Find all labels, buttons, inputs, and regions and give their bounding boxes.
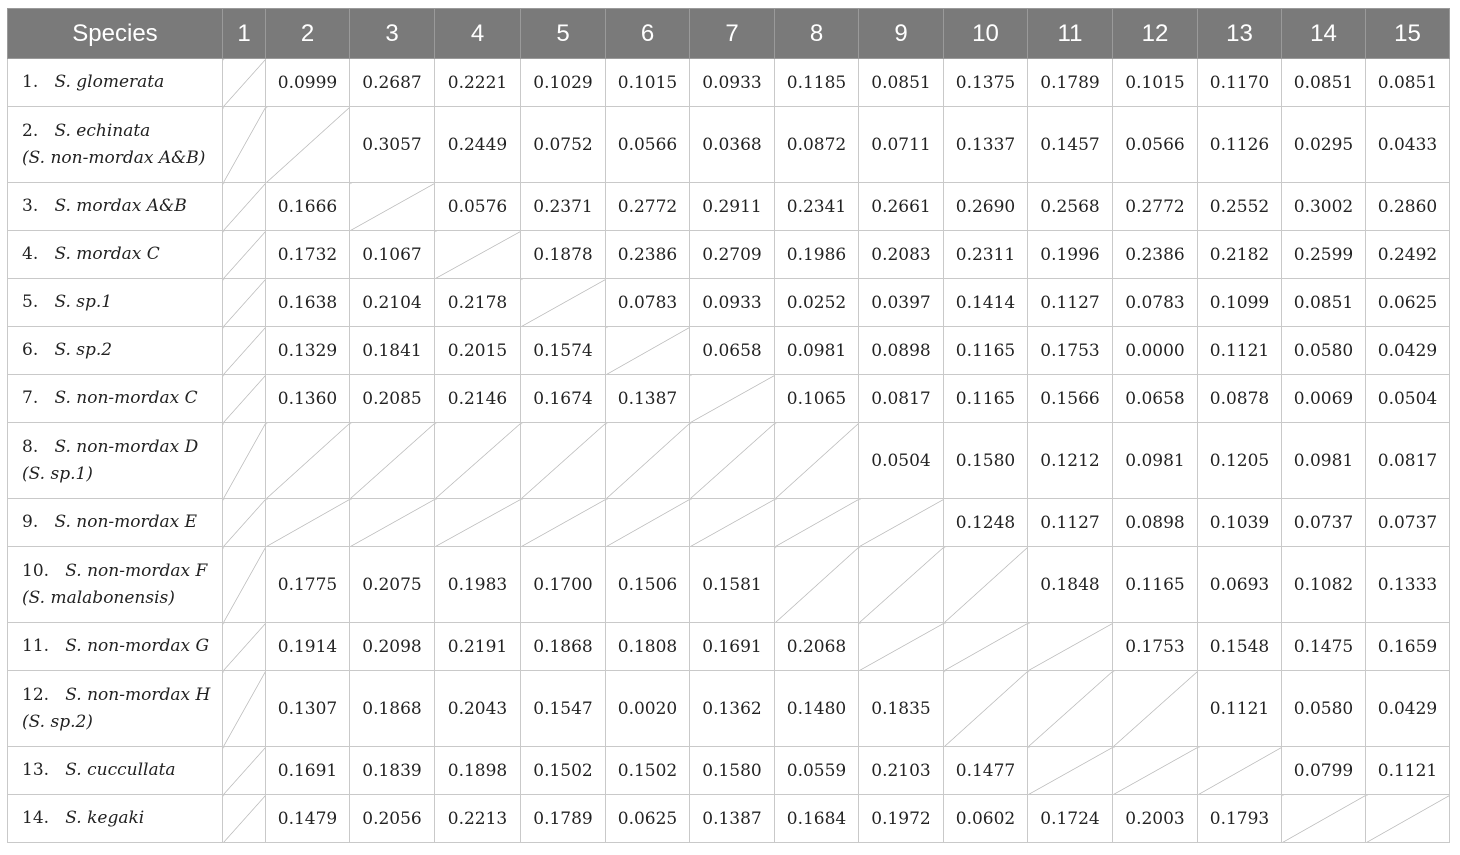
table-row: [8, 375, 1450, 423]
empty-diagonal-cell: [1113, 671, 1198, 747]
table-row: [8, 231, 1450, 279]
value-cell: 0.0878: [1198, 375, 1282, 423]
value-cell: 0.1067: [350, 231, 435, 279]
header-cell: 12: [1113, 9, 1198, 59]
value-cell: 0.1362: [690, 671, 775, 747]
value-cell: 0.2341: [775, 183, 859, 231]
empty-diagonal-cell: [223, 795, 266, 843]
value-cell: 0.1307: [266, 671, 350, 747]
header-cell: 7: [690, 9, 775, 59]
value-cell: 0.1121: [1198, 671, 1282, 747]
empty-diagonal-cell: [266, 499, 350, 547]
empty-diagonal-cell: [350, 183, 435, 231]
value-cell: 0.1457: [1028, 107, 1113, 183]
empty-diagonal-cell: [223, 623, 266, 671]
value-cell: 0.1914: [266, 623, 350, 671]
species-synonym: (S. sp.2): [22, 711, 93, 732]
value-cell: 0.2098: [350, 623, 435, 671]
value-cell: 0.2860: [1366, 183, 1450, 231]
species-cell: [8, 499, 223, 547]
empty-diagonal-cell: [606, 327, 690, 375]
empty-diagonal-cell: [350, 423, 435, 499]
value-cell: 0.1029: [521, 59, 606, 107]
value-cell: 0.0693: [1198, 547, 1282, 623]
value-cell: 0.0898: [859, 327, 944, 375]
species-cell: [8, 623, 223, 671]
empty-diagonal-cell: [223, 747, 266, 795]
value-cell: 0.1127: [1028, 499, 1113, 547]
species-number: 14.: [22, 808, 50, 828]
table-row: [8, 183, 1450, 231]
empty-diagonal-cell: [1282, 795, 1366, 843]
value-cell: 0.1099: [1198, 279, 1282, 327]
value-cell: 0.0783: [1113, 279, 1198, 327]
empty-diagonal-cell: [859, 499, 944, 547]
value-cell: 0.1414: [944, 279, 1028, 327]
value-cell: 0.2015: [435, 327, 521, 375]
empty-diagonal-cell: [690, 499, 775, 547]
species-name: S. mordax A&B: [54, 196, 187, 216]
table-row: [8, 795, 1450, 843]
species-number: 11.: [22, 636, 50, 656]
value-cell: 0.0658: [1113, 375, 1198, 423]
value-cell: 0.0433: [1366, 107, 1450, 183]
value-cell: 0.0872: [775, 107, 859, 183]
species-cell: [8, 423, 223, 499]
value-cell: 0.1479: [266, 795, 350, 843]
value-cell: 0.0559: [775, 747, 859, 795]
value-cell: 0.0429: [1366, 671, 1450, 747]
species-cell: [8, 59, 223, 107]
header-cell: 1: [223, 9, 266, 59]
empty-diagonal-cell: [606, 423, 690, 499]
species-name: S. non-mordax E: [54, 512, 198, 532]
empty-diagonal-cell: [606, 499, 690, 547]
empty-diagonal-cell: [1366, 795, 1450, 843]
species-cell: [8, 279, 223, 327]
header-cell: 13: [1198, 9, 1282, 59]
distance-matrix-table: [7, 8, 1450, 843]
value-cell: 0.0000: [1113, 327, 1198, 375]
value-cell: 0.0625: [1366, 279, 1450, 327]
value-cell: 0.2104: [350, 279, 435, 327]
species-number: 12.: [22, 684, 50, 705]
species-synonym: (S. sp.1): [22, 463, 93, 484]
species-number: 6.: [22, 340, 39, 360]
value-cell: 0.1165: [1113, 547, 1198, 623]
value-cell: 0.1581: [690, 547, 775, 623]
value-cell: 0.1502: [521, 747, 606, 795]
value-cell: 0.1387: [690, 795, 775, 843]
species-name: S. sp.2: [54, 340, 113, 360]
value-cell: 0.2492: [1366, 231, 1450, 279]
value-cell: 0.1753: [1113, 623, 1198, 671]
header-cell: 3: [350, 9, 435, 59]
species-cell: [8, 231, 223, 279]
species-cell: [8, 795, 223, 843]
value-cell: 0.1996: [1028, 231, 1113, 279]
empty-diagonal-cell: [350, 499, 435, 547]
value-cell: 0.1986: [775, 231, 859, 279]
value-cell: 0.1868: [350, 671, 435, 747]
table-row: [8, 59, 1450, 107]
value-cell: 0.2552: [1198, 183, 1282, 231]
value-cell: 0.0817: [1366, 423, 1450, 499]
value-cell: 0.1548: [1198, 623, 1282, 671]
value-cell: 0.0851: [859, 59, 944, 107]
value-cell: 0.1808: [606, 623, 690, 671]
empty-diagonal-cell: [775, 499, 859, 547]
value-cell: 0.1015: [1113, 59, 1198, 107]
value-cell: 0.2449: [435, 107, 521, 183]
species-number: 8.: [22, 436, 39, 457]
empty-diagonal-cell: [690, 375, 775, 423]
species-cell: [8, 747, 223, 795]
value-cell: 0.1580: [690, 747, 775, 795]
value-cell: 0.2103: [859, 747, 944, 795]
value-cell: 0.2687: [350, 59, 435, 107]
empty-diagonal-cell: [266, 423, 350, 499]
value-cell: 0.3057: [350, 107, 435, 183]
value-cell: 0.1121: [1198, 327, 1282, 375]
empty-diagonal-cell: [521, 499, 606, 547]
empty-diagonal-cell: [223, 327, 266, 375]
value-cell: 0.1574: [521, 327, 606, 375]
value-cell: 0.0933: [690, 59, 775, 107]
empty-diagonal-cell: [223, 231, 266, 279]
species-number: 9.: [22, 512, 39, 532]
species-name: S. glomerata: [54, 72, 165, 92]
value-cell: 0.1205: [1198, 423, 1282, 499]
species-name: S. mordax C: [54, 244, 160, 264]
value-cell: 0.0799: [1282, 747, 1366, 795]
species-name: S. non-mordax F: [65, 560, 208, 581]
value-cell: 0.2213: [435, 795, 521, 843]
value-cell: 0.1212: [1028, 423, 1113, 499]
value-cell: 0.2772: [606, 183, 690, 231]
value-cell: 0.1659: [1366, 623, 1450, 671]
table-row: [8, 107, 1450, 183]
value-cell: 0.0817: [859, 375, 944, 423]
header-cell: 15: [1366, 9, 1450, 59]
value-cell: 0.2146: [435, 375, 521, 423]
header-row: [8, 9, 1450, 59]
header-cell: 6: [606, 9, 690, 59]
value-cell: 0.2911: [690, 183, 775, 231]
species-cell: [8, 671, 223, 747]
value-cell: 0.1638: [266, 279, 350, 327]
species-number: 3.: [22, 196, 39, 216]
empty-diagonal-cell: [1028, 671, 1113, 747]
species-name: S. cuccullata: [65, 760, 176, 780]
species-name: S. kegaki: [65, 808, 145, 828]
empty-diagonal-cell: [435, 231, 521, 279]
value-cell: 0.1691: [266, 747, 350, 795]
value-cell: 0.1789: [521, 795, 606, 843]
value-cell: 0.1983: [435, 547, 521, 623]
value-cell: 0.1475: [1282, 623, 1366, 671]
species-name: S. non-mordax C: [54, 388, 198, 408]
value-cell: 0.2191: [435, 623, 521, 671]
species-cell: [8, 107, 223, 183]
empty-diagonal-cell: [223, 499, 266, 547]
value-cell: 0.2386: [606, 231, 690, 279]
species-number: 7.: [22, 388, 39, 408]
value-cell: 0.0752: [521, 107, 606, 183]
value-cell: 0.0580: [1282, 327, 1366, 375]
header-cell: 2: [266, 9, 350, 59]
value-cell: 0.0397: [859, 279, 944, 327]
value-cell: 0.2056: [350, 795, 435, 843]
value-cell: 0.1898: [435, 747, 521, 795]
value-cell: 0.0658: [690, 327, 775, 375]
value-cell: 0.1082: [1282, 547, 1366, 623]
value-cell: 0.1841: [350, 327, 435, 375]
empty-diagonal-cell: [944, 623, 1028, 671]
species-cell: [8, 375, 223, 423]
empty-diagonal-cell: [266, 107, 350, 183]
empty-diagonal-cell: [944, 671, 1028, 747]
value-cell: 0.0566: [1113, 107, 1198, 183]
empty-diagonal-cell: [521, 423, 606, 499]
value-cell: 0.1375: [944, 59, 1028, 107]
table-body: [8, 59, 1450, 843]
species-synonym: (S. non-mordax A&B): [22, 147, 206, 168]
header-cell: 9: [859, 9, 944, 59]
value-cell: 0.0429: [1366, 327, 1450, 375]
empty-diagonal-cell: [223, 279, 266, 327]
value-cell: 0.0999: [266, 59, 350, 107]
value-cell: 0.1835: [859, 671, 944, 747]
value-cell: 0.1753: [1028, 327, 1113, 375]
empty-diagonal-cell: [223, 59, 266, 107]
value-cell: 0.0625: [606, 795, 690, 843]
table-row: [8, 747, 1450, 795]
species-cell: [8, 327, 223, 375]
value-cell: 0.1165: [944, 327, 1028, 375]
species-name: S. non-mordax G: [65, 636, 210, 656]
value-cell: 0.2661: [859, 183, 944, 231]
species-name: S. echinata: [54, 120, 151, 141]
species-number: 1.: [22, 72, 39, 92]
empty-diagonal-cell: [223, 671, 266, 747]
value-cell: 0.1691: [690, 623, 775, 671]
value-cell: 0.1248: [944, 499, 1028, 547]
value-cell: 0.0737: [1366, 499, 1450, 547]
value-cell: 0.1972: [859, 795, 944, 843]
value-cell: 0.1126: [1198, 107, 1282, 183]
value-cell: 0.1878: [521, 231, 606, 279]
value-cell: 0.1732: [266, 231, 350, 279]
value-cell: 0.1775: [266, 547, 350, 623]
value-cell: 0.0737: [1282, 499, 1366, 547]
value-cell: 0.1839: [350, 747, 435, 795]
value-cell: 0.0981: [1282, 423, 1366, 499]
species-number: 5.: [22, 292, 39, 312]
value-cell: 0.0851: [1282, 59, 1366, 107]
value-cell: 0.1684: [775, 795, 859, 843]
value-cell: 0.1666: [266, 183, 350, 231]
table-row: [8, 423, 1450, 499]
empty-diagonal-cell: [223, 547, 266, 623]
value-cell: 0.2568: [1028, 183, 1113, 231]
empty-diagonal-cell: [859, 623, 944, 671]
value-cell: 0.0711: [859, 107, 944, 183]
value-cell: 0.1700: [521, 547, 606, 623]
value-cell: 0.1165: [944, 375, 1028, 423]
value-cell: 0.1333: [1366, 547, 1450, 623]
value-cell: 0.2386: [1113, 231, 1198, 279]
value-cell: 0.1185: [775, 59, 859, 107]
empty-diagonal-cell: [435, 423, 521, 499]
value-cell: 0.0566: [606, 107, 690, 183]
value-cell: 0.1868: [521, 623, 606, 671]
empty-diagonal-cell: [1028, 747, 1113, 795]
value-cell: 0.1121: [1366, 747, 1450, 795]
value-cell: 0.2599: [1282, 231, 1366, 279]
header-cell: 14: [1282, 9, 1366, 59]
value-cell: 0.1848: [1028, 547, 1113, 623]
header-cell: 8: [775, 9, 859, 59]
species-name: S. sp.1: [54, 292, 113, 312]
table-header: [8, 9, 1450, 59]
value-cell: 0.0252: [775, 279, 859, 327]
value-cell: 0.2083: [859, 231, 944, 279]
value-cell: 0.1793: [1198, 795, 1282, 843]
value-cell: 0.1674: [521, 375, 606, 423]
value-cell: 0.0020: [606, 671, 690, 747]
value-cell: 0.1065: [775, 375, 859, 423]
value-cell: 0.0069: [1282, 375, 1366, 423]
value-cell: 0.1480: [775, 671, 859, 747]
table-row: [8, 547, 1450, 623]
value-cell: 0.1547: [521, 671, 606, 747]
header-cell: 10: [944, 9, 1028, 59]
value-cell: 0.1580: [944, 423, 1028, 499]
species-cell: [8, 183, 223, 231]
value-cell: 0.1127: [1028, 279, 1113, 327]
empty-diagonal-cell: [1113, 747, 1198, 795]
empty-diagonal-cell: [223, 183, 266, 231]
header-cell: 5: [521, 9, 606, 59]
empty-diagonal-cell: [944, 547, 1028, 623]
table-row: [8, 327, 1450, 375]
empty-diagonal-cell: [521, 279, 606, 327]
species-name: S. non-mordax D: [54, 436, 199, 457]
value-cell: 0.1337: [944, 107, 1028, 183]
value-cell: 0.2003: [1113, 795, 1198, 843]
species-synonym: (S. malabonensis): [22, 587, 175, 608]
value-cell: 0.1506: [606, 547, 690, 623]
value-cell: 0.1015: [606, 59, 690, 107]
empty-diagonal-cell: [223, 107, 266, 183]
value-cell: 0.1789: [1028, 59, 1113, 107]
value-cell: 0.3002: [1282, 183, 1366, 231]
value-cell: 0.0602: [944, 795, 1028, 843]
value-cell: 0.0851: [1366, 59, 1450, 107]
value-cell: 0.0504: [859, 423, 944, 499]
value-cell: 0.2043: [435, 671, 521, 747]
empty-diagonal-cell: [859, 547, 944, 623]
header-cell: Species: [8, 9, 223, 59]
empty-diagonal-cell: [775, 547, 859, 623]
value-cell: 0.0933: [690, 279, 775, 327]
empty-diagonal-cell: [223, 423, 266, 499]
header-cell: 4: [435, 9, 521, 59]
value-cell: 0.1039: [1198, 499, 1282, 547]
value-cell: 0.0504: [1366, 375, 1450, 423]
value-cell: 0.2371: [521, 183, 606, 231]
empty-diagonal-cell: [690, 423, 775, 499]
empty-diagonal-cell: [1198, 747, 1282, 795]
species-number: 10.: [22, 560, 50, 581]
value-cell: 0.1170: [1198, 59, 1282, 107]
value-cell: 0.1566: [1028, 375, 1113, 423]
value-cell: 0.1477: [944, 747, 1028, 795]
value-cell: 0.2311: [944, 231, 1028, 279]
value-cell: 0.0295: [1282, 107, 1366, 183]
value-cell: 0.1329: [266, 327, 350, 375]
value-cell: 0.0981: [1113, 423, 1198, 499]
empty-diagonal-cell: [223, 375, 266, 423]
value-cell: 0.2068: [775, 623, 859, 671]
species-cell: [8, 547, 223, 623]
header-cell: 11: [1028, 9, 1113, 59]
value-cell: 0.0368: [690, 107, 775, 183]
species-name: S. non-mordax H: [65, 684, 211, 705]
value-cell: 0.0580: [1282, 671, 1366, 747]
table-row: [8, 279, 1450, 327]
table-row: [8, 623, 1450, 671]
empty-diagonal-cell: [775, 423, 859, 499]
value-cell: 0.1724: [1028, 795, 1113, 843]
value-cell: 0.2221: [435, 59, 521, 107]
value-cell: 0.2182: [1198, 231, 1282, 279]
value-cell: 0.0783: [606, 279, 690, 327]
value-cell: 0.0576: [435, 183, 521, 231]
value-cell: 0.1387: [606, 375, 690, 423]
value-cell: 0.2085: [350, 375, 435, 423]
value-cell: 0.0898: [1113, 499, 1198, 547]
value-cell: 0.1360: [266, 375, 350, 423]
value-cell: 0.2178: [435, 279, 521, 327]
table-row: [8, 499, 1450, 547]
species-number: 2.: [22, 120, 39, 141]
value-cell: 0.0851: [1282, 279, 1366, 327]
value-cell: 0.1502: [606, 747, 690, 795]
value-cell: 0.0981: [775, 327, 859, 375]
value-cell: 0.2690: [944, 183, 1028, 231]
table-row: [8, 671, 1450, 747]
value-cell: 0.2075: [350, 547, 435, 623]
empty-diagonal-cell: [1028, 623, 1113, 671]
species-number: 13.: [22, 760, 50, 780]
empty-diagonal-cell: [435, 499, 521, 547]
species-number: 4.: [22, 244, 39, 264]
value-cell: 0.2709: [690, 231, 775, 279]
value-cell: 0.2772: [1113, 183, 1198, 231]
